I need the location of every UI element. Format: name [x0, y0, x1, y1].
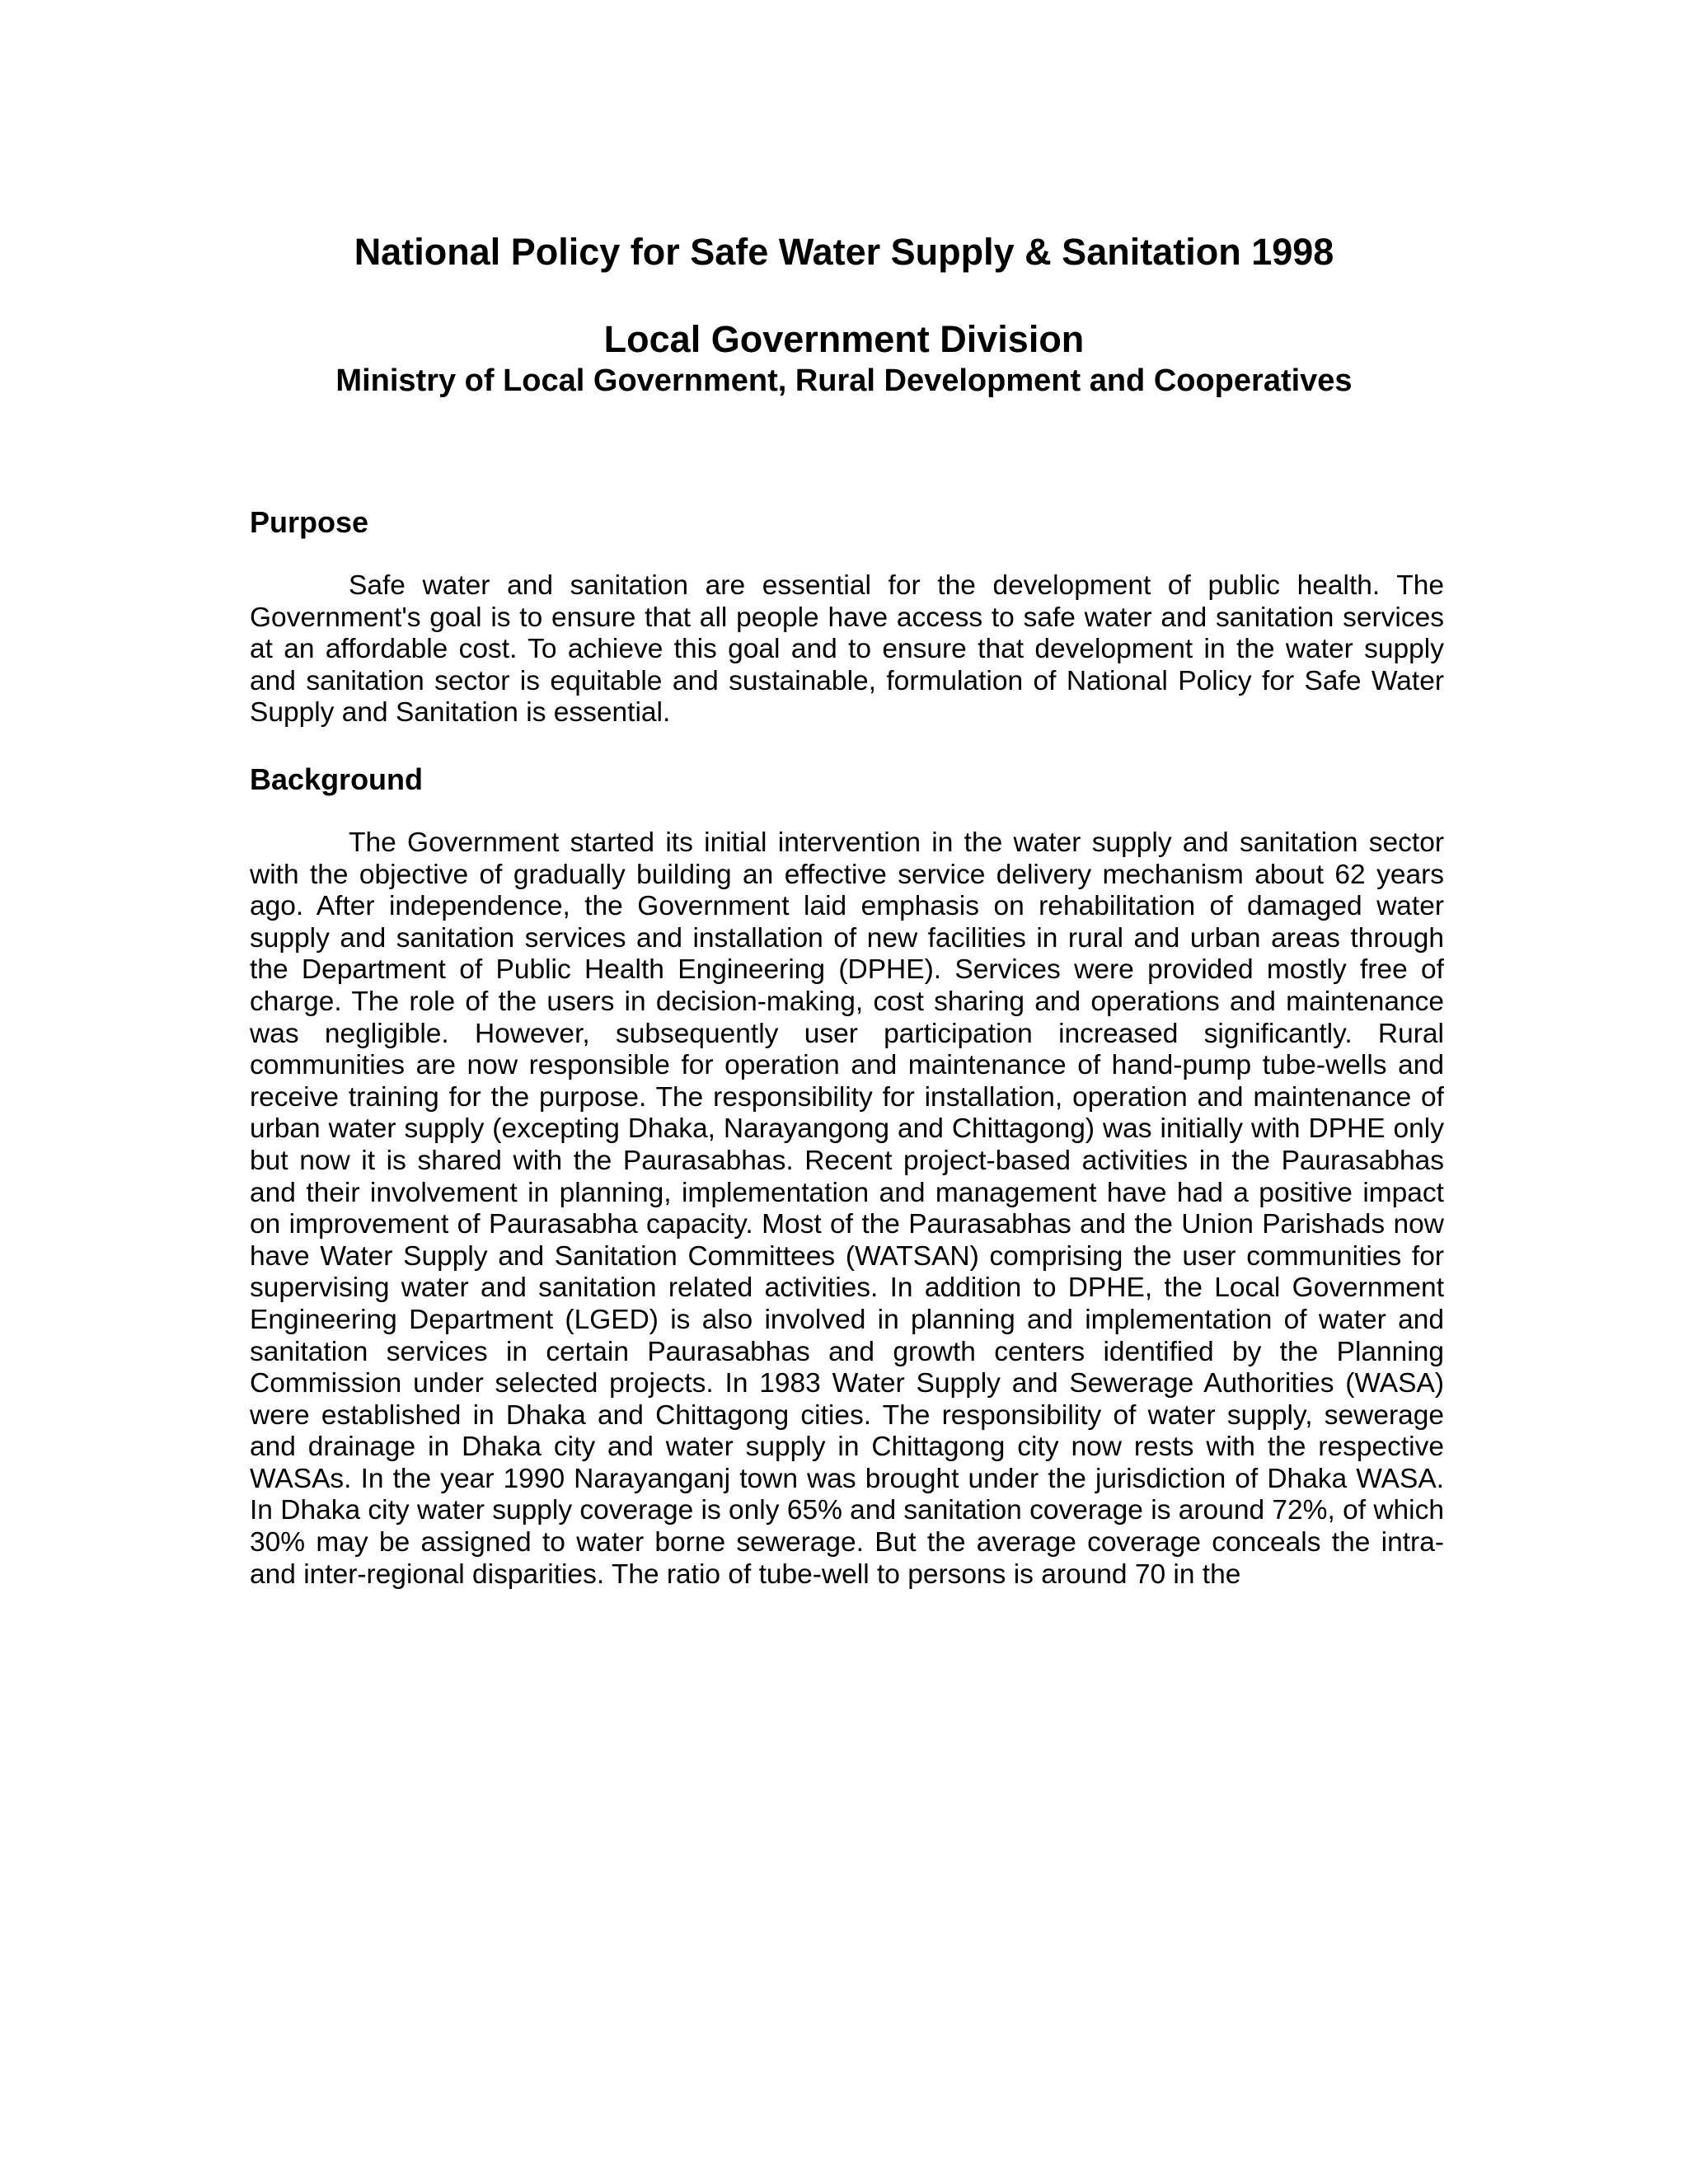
section-body-purpose: Safe water and sanitation are essential for the development of public health. The Government's goal is to ensure that all people have access to safe water and sanitation services at an affordable cost. To achieve this goal and to ensure that development in the water supply and sanitation sector is equitable and sustainable, formulation of National Policy for Safe Water Supply and Sanitation is essential.	[250, 570, 1444, 729]
section-heading-background: Background	[250, 762, 424, 796]
section-heading-purpose: Purpose	[250, 505, 369, 539]
division-title: Local Government Division	[603, 318, 1085, 360]
document-title: National Policy for Safe Water Supply & Sanitation 1998	[354, 231, 1334, 273]
ministry-title: Ministry of Local Government, Rural Development and Cooperatives	[335, 363, 1353, 398]
section-body-background: The Government started its initial intervention in the water supply and sanitation sector with the objective of gradually building an effective service delivery mechanism about 62 years ago. After independence, the Government laid emphasis on rehabilitation of damaged water supply and sanitation services and installation of new facilities in rural and urban areas through the Department of Public Health Engineering (DPHE). Services were provided mostly free of charge. The role of the users in decision-making, cost sharing and operations and maintenance was negligible. However, subsequently user participation increased significantly. Rural communities are now responsible for operation and maintenance of hand-pump tube-wells and receive training for the purpose. The responsibility for installation, operation and maintenance of urban water supply (excepting Dhaka, Narayangong and Chittagong) was initially with DPHE only but now it is shared with the Paurasabhas. Recent project-based activities in the Paurasabhas and their involvement in planning, implementation and management have had a positive impact on improvement of Paurasabha capacity. Most of the Paurasabhas and the Union Parishads now have Water Supply and Sanitation Committees (WATSAN) comprising the user communities for supervising water and sanitation related activities. In addition to DPHE, the Local Government Engineering Department (LGED) is also involved in planning and implementation of water and sanitation services in certain Paurasabhas and growth centers identified by the Planning Commission under selected projects. In 1983 Water Supply and Sewerage Authorities (WASA) were established in Dhaka and Chittagong cities. The responsibility of water supply, sewerage and drainage in Dhaka city and water supply in Chittagong city now rests with the respective WASAs. In the year 1990 Narayanganj town was brought under the jurisdiction of Dhaka WASA. In Dhaka city water supply coverage is only 65% and sanitation coverage is around 72%, of which 30% may be assigned to water borne sewerage. But the average coverage conceals the intra- and inter-regional disparities. The ratio of tube-well to persons is around 70 in the	[250, 827, 1444, 1590]
